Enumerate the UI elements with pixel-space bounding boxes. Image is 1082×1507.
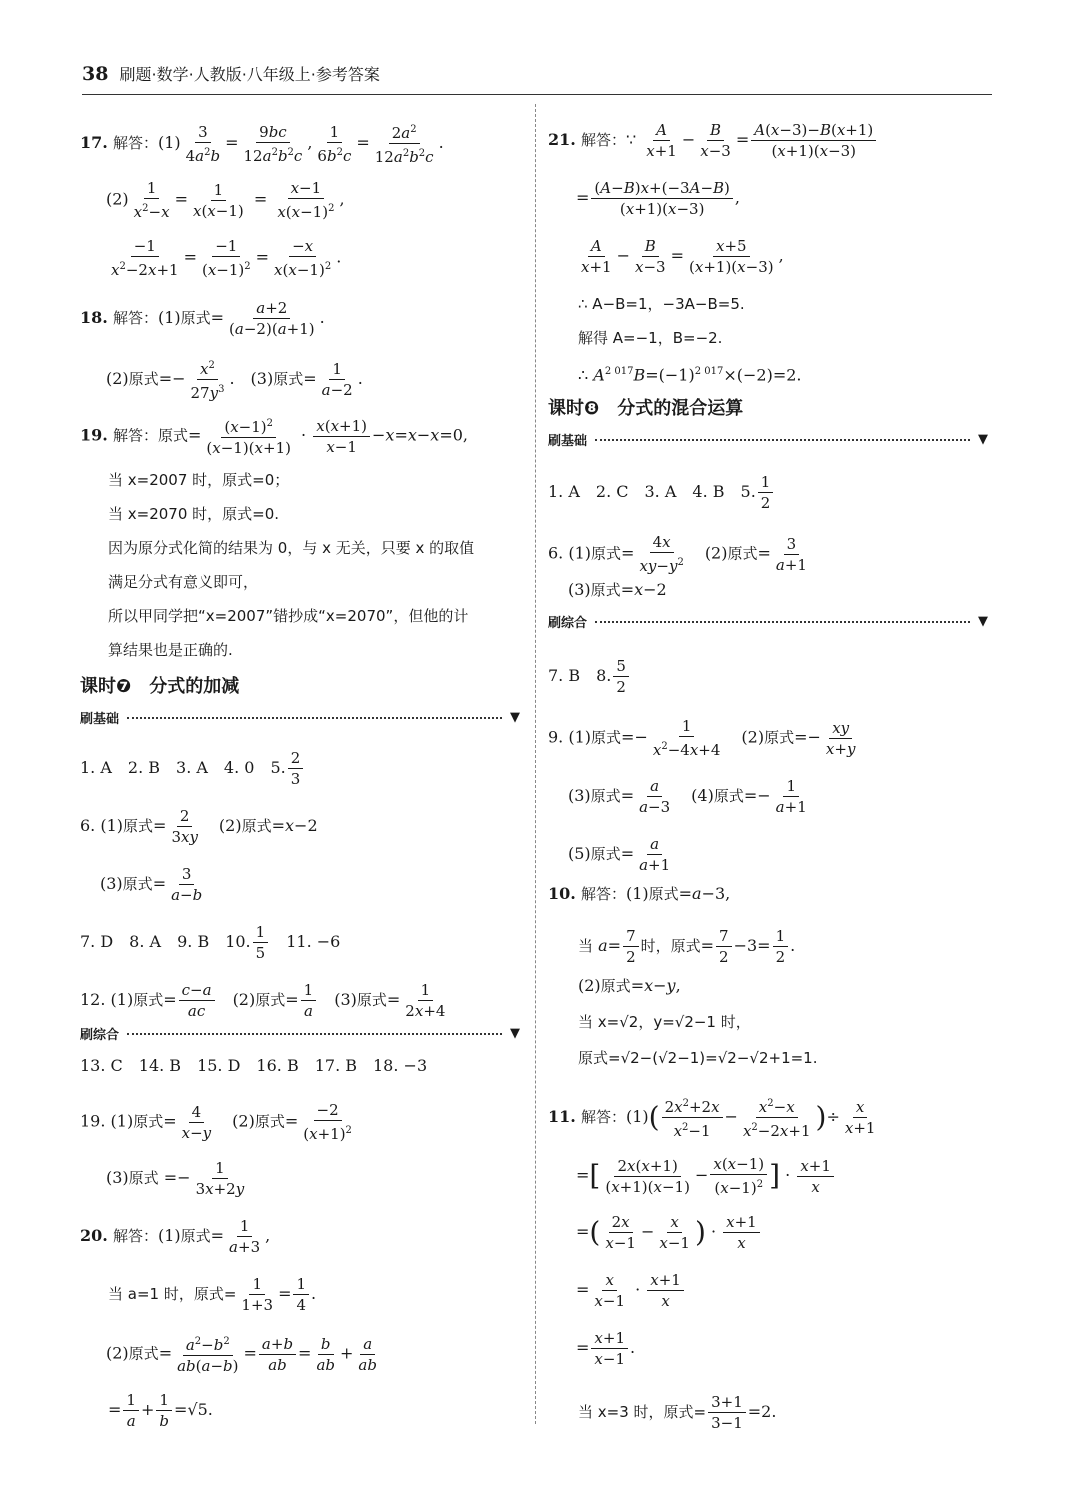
s7-answers-1-5: 1. A 2. B 3. A 4. 0 5. $\frac{2}{3}$: [80, 748, 305, 789]
page-title: 刷题·数学·人教版·八年级上·参考答案: [119, 65, 380, 84]
triangle-down-icon: ▼: [978, 614, 988, 629]
s8-q9-part3: (3)原式= $\frac{a}{a-3}$ (4)原式=− $\frac{1}{a+1}$: [568, 777, 807, 816]
q19-line6: 所以甲同学把“x=2007”错抄成“x=2070”，但他的计: [108, 607, 469, 625]
q17-part3: $\frac{-1}{x^2-2x+1}$ = $\frac{-1}{(x-1)^2}$ = $\frac{-x}{x(x-1)^2}$ .: [111, 237, 342, 279]
page-number: 38: [82, 63, 109, 85]
q18-part2: (2)原式=− $\frac{x^2}{27y^3}$ . (3)原式= $\frac{1}{a-2}$ .: [106, 356, 363, 403]
q19-line4: 因为原分式化简的结果为 0，与 x 无关，只要 x 的取值: [108, 539, 475, 557]
s7-q12: 12. (1)原式= $\frac{c-a}{ac}$ (2)原式= $\frac{1}{a}$ (3)原式= $\frac{1}{2x+4}$: [80, 981, 446, 1020]
s8-q11-part1: 11. 解答：(1)( $\frac{2x^2+2x}{x^2-1}$ − $\frac{x^2-x}{x^2-2x+1}$ )÷ $\frac{x}{x+1}$: [548, 1094, 880, 1141]
q21-part2: = $\frac{(A-B)x+(-3A-B)}{(x+1)(x-3)}$ ,: [576, 179, 740, 218]
section7-title: 课时❼ 分式的加减: [80, 676, 240, 697]
q19-line5: 满足分式有意义即可，: [108, 573, 259, 591]
s7-q19-part3: (3)原式 =− $\frac{1}{3x+2y}$: [106, 1159, 245, 1198]
q21-line5: 解得 A=−1，B=−2.: [578, 329, 723, 347]
s8-q9-part1: 9. (1)原式=− $\frac{1}{x^2-4x+4}$ (2)原式=− $\frac{xy}{x+y}$: [548, 717, 856, 759]
s7-answers-7-11: 7. D 8. A 9. B 10. $\frac{1}{5}$ 11. −6: [80, 923, 341, 962]
q21-part1: 21. 解答：∵ $\frac{A}{x+1}$ − $\frac{B}{x-3}$ = $\frac{A(x-3)-B(x+1)}{(x+1)(x-3)}$: [548, 120, 878, 161]
s8-answers-1-5: 1. A 2. C 3. A 4. B 5. $\frac{1}{2}$: [548, 472, 775, 513]
s8-q11-last: 当 x=3 时，原式= $\frac{3+1}{3-1}$ =2.: [578, 1393, 777, 1432]
q19-line2: 当 x=2007 时，原式=0；: [108, 471, 290, 489]
bar-comprehensive-7: 刷综合 ▼: [80, 1026, 520, 1043]
s8-q10-line2: 当 a= $\frac{7}{2}$ 时，原式= $\frac{7}{2}$ −3= $\frac{1}{2}$ .: [578, 927, 796, 966]
s8-q11-line5: = $\frac{x+1}{x-1}$ .: [576, 1329, 636, 1368]
q21-line4: ∴ A−B=1，−3A−B=5.: [578, 295, 745, 313]
s7-q20-line2: 当 a=1 时，原式= $\frac{1}{1+3}$ = $\frac{1}{4}$ .: [108, 1275, 317, 1314]
s7-q20-part2: (2)原式= $\frac{a^2-b^2}{ab(a-b)}$ = $\frac{a+b}{ab}$ = $\frac{b}{ab}$ + $\frac{a}{ab}$: [106, 1332, 382, 1376]
s7-q6-part1: 6. (1)原式= $\frac{2}{3xy}$ (2)原式=x−2: [80, 807, 318, 846]
s8-q11-line4: = $\frac{x}{x-1}$ · $\frac{x+1}{x}$: [576, 1270, 686, 1311]
s8-q10-line5: 原式=√2−(√2−1)=√2−√2+1=1.: [578, 1049, 818, 1067]
column-divider: [535, 104, 536, 1424]
q19-line3: 当 x=2070 时，原式=0.: [108, 505, 280, 523]
triangle-down-icon: ▼: [510, 1026, 520, 1041]
s7-q6-part3: (3)原式= $\frac{3}{a-b}$: [100, 865, 203, 904]
q18-part1: 18. 解答：(1)原式= $\frac{a+2}{(a-2)(a+1)}$ .: [80, 299, 325, 338]
q21-part3: $\frac{A}{x+1}$ − $\frac{B}{x-3}$ = $\frac{x+5}{(x+1)(x-3)}$ ,: [581, 237, 784, 276]
section8-title: 课时❽ 分式的混合运算: [548, 398, 744, 419]
s8-q10-part2: (2)原式=x−y,: [578, 976, 681, 995]
s8-answers-7-8: 7. B 8. $\frac{5}{2}$: [548, 656, 631, 697]
s8-q6-part1: 6. (1)原式= $\frac{4x}{xy-y^2}$ (2)原式= $\frac{3}{a+1}$: [548, 533, 807, 575]
s8-q9-part5: (5)原式= $\frac{a}{a+1}$: [568, 835, 671, 874]
s8-q11-line3: =( $\frac{2x}{x-1}$ − $\frac{x}{x-1}$ ) · $\frac{x+1}{x}$: [576, 1212, 762, 1253]
triangle-down-icon: ▼: [978, 432, 988, 447]
q17-part2: (2) $\frac{1}{x^2-x}$ = $\frac{1}{x(x-1)}$ = $\frac{x-1}{x(x-1)^2}$ ,: [106, 179, 345, 221]
s7-q20-line4: = $\frac{1}{a}$ + $\frac{1}{b}$ =√5.: [108, 1391, 213, 1430]
q19-line7: 算结果也是正确的.: [108, 641, 233, 659]
q21-line6: ∴ $A^{2 017}B=(-1)^{2 017}\times(-2)=2$.: [578, 365, 802, 385]
bar-basic-8: 刷基础 ▼: [548, 432, 988, 449]
page-header: [82, 62, 992, 95]
s8-q10-line4: 当 x=√2，y=√2−1 时，: [578, 1013, 751, 1031]
s8-q10-part1: 10. 解答：(1)原式=a−3,: [548, 884, 731, 903]
bar-basic-7: 刷基础 ▼: [80, 710, 520, 727]
s7-q19-part1: 19. (1)原式= $\frac{4}{x-y}$ (2)原式= $\frac{-2}{(x+1)^2}$: [80, 1101, 352, 1143]
s7-q20-part1: 20. 解答：(1)原式= $\frac{1}{a+3}$ ,: [80, 1217, 271, 1256]
s8-q11-line2: =[ $\frac{2x(x+1)}{(x+1)(x-1)}$ − $\frac{x(x-1)}{(x-1)^2}$ ] · $\frac{x+1}{x}$: [576, 1154, 836, 1198]
q19-part1: 19. 解答：原式= $\frac{(x-1)^2}{(x-1)(x+1)}$ · $\frac{x(x+1)}{x-1}$ −x=x−x=0,: [80, 414, 468, 458]
triangle-down-icon: ▼: [510, 710, 520, 725]
s8-q6-part3: (3)原式=x−2: [568, 580, 667, 599]
q17-part1: 17. 解答：(1) $\frac{3}{4a^2b}$ = $\frac{9bc}{12a^2b^2c}$ , $\frac{1}{6b^2c}$ = $\frac{2a^2}{12a^2b^2c}$ .: [80, 120, 444, 167]
s7-answers-13-18: 13. C 14. B 15. D 16. B 17. B 18. −3: [80, 1056, 428, 1075]
bar-comprehensive-8: 刷综合 ▼: [548, 614, 988, 631]
